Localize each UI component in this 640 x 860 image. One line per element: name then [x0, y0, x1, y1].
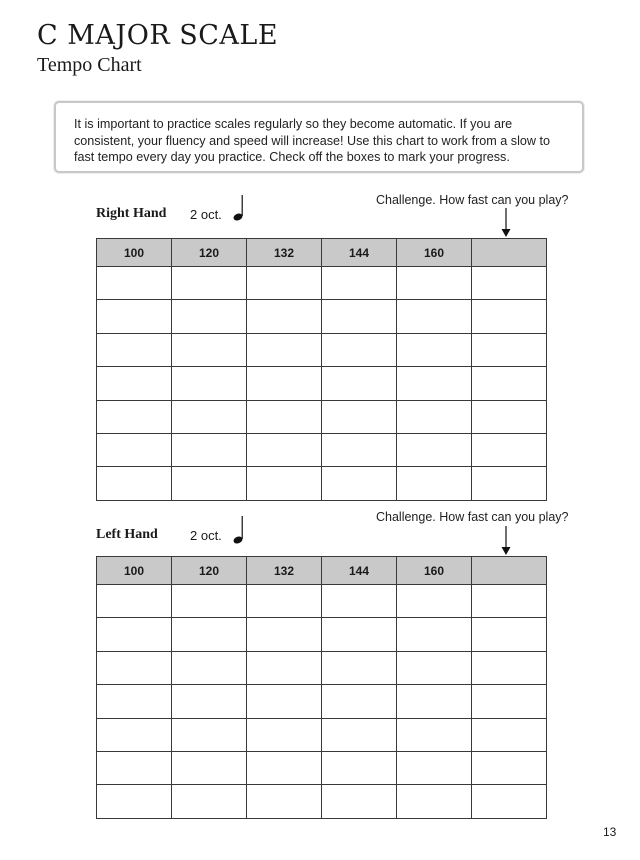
checkbox-cell[interactable]: [97, 300, 172, 333]
checkbox-cell[interactable]: [247, 718, 322, 751]
checkbox-cell[interactable]: [397, 267, 472, 300]
table-row: [97, 718, 547, 751]
checkbox-cell[interactable]: [397, 300, 472, 333]
right-hand-challenge-text: Challenge. How fast can you play?: [376, 193, 569, 207]
checkbox-cell[interactable]: [172, 267, 247, 300]
checkbox-cell[interactable]: [322, 267, 397, 300]
checkbox-cell[interactable]: [322, 300, 397, 333]
checkbox-cell[interactable]: [172, 367, 247, 400]
checkbox-cell[interactable]: [322, 785, 397, 818]
checkbox-cell[interactable]: [397, 333, 472, 366]
checkbox-cell[interactable]: [322, 651, 397, 684]
left-hand-label: Left Hand: [96, 527, 158, 542]
checkbox-cell[interactable]: [247, 651, 322, 684]
checkbox-cell[interactable]: [472, 367, 547, 400]
tempo-header-cell: 144: [322, 557, 397, 585]
checkbox-cell[interactable]: [397, 400, 472, 433]
checkbox-cell[interactable]: [322, 433, 397, 466]
checkbox-cell[interactable]: [172, 651, 247, 684]
instructions-text: It is important to practice scales regularly so they become automatic. If you are consistent, your fluency and speed will increase! Use this chart to work from a slow to fast tempo every day you practice. Check off the boxes to mark your progress.: [74, 117, 550, 164]
checkbox-cell[interactable]: [397, 585, 472, 618]
checkbox-cell[interactable]: [172, 467, 247, 500]
table-row: [97, 433, 547, 466]
table-row: [97, 585, 547, 618]
checkbox-cell[interactable]: [322, 685, 397, 718]
table-row: [97, 333, 547, 366]
tempo-header-cell: 100: [97, 239, 172, 267]
table-row: [97, 651, 547, 684]
table-row: [97, 685, 547, 718]
checkbox-cell[interactable]: [247, 400, 322, 433]
checkbox-cell[interactable]: [247, 785, 322, 818]
tempo-header-cell: 144: [322, 239, 397, 267]
checkbox-cell[interactable]: [97, 585, 172, 618]
table-header-row: [97, 557, 547, 585]
checkbox-cell[interactable]: [472, 651, 547, 684]
checkbox-cell[interactable]: [472, 433, 547, 466]
left-hand-octaves: 2 oct.: [190, 528, 222, 543]
checkbox-cell[interactable]: [472, 467, 547, 500]
checkbox-cell[interactable]: [97, 367, 172, 400]
checkbox-cell[interactable]: [247, 685, 322, 718]
table-header-row: [97, 239, 547, 267]
checkbox-cell[interactable]: [397, 433, 472, 466]
checkbox-cell[interactable]: [247, 433, 322, 466]
checkbox-cell[interactable]: [247, 751, 322, 784]
checkbox-cell[interactable]: [172, 300, 247, 333]
checkbox-cell[interactable]: [472, 751, 547, 784]
checkbox-cell[interactable]: [322, 618, 397, 651]
checkbox-cell[interactable]: [472, 718, 547, 751]
checkbox-cell[interactable]: [97, 333, 172, 366]
table-row: [97, 400, 547, 433]
checkbox-cell[interactable]: [472, 585, 547, 618]
page-number: 13: [603, 825, 617, 839]
checkbox-cell[interactable]: [97, 400, 172, 433]
checkbox-cell[interactable]: [397, 651, 472, 684]
checkbox-cell[interactable]: [472, 300, 547, 333]
table-row: [97, 618, 547, 651]
checkbox-cell[interactable]: [172, 718, 247, 751]
checkbox-cell[interactable]: [97, 267, 172, 300]
checkbox-cell[interactable]: [97, 785, 172, 818]
checkbox-cell[interactable]: [97, 718, 172, 751]
checkbox-cell[interactable]: [97, 467, 172, 500]
checkbox-cell[interactable]: [397, 467, 472, 500]
checkbox-cell[interactable]: [172, 785, 247, 818]
checkbox-cell[interactable]: [472, 400, 547, 433]
tempo-header-cell: 132: [247, 557, 322, 585]
right-hand-label: Right Hand: [96, 206, 167, 221]
right-hand-tempo-table: [96, 238, 547, 501]
quarter-note-icon: [231, 194, 247, 222]
tempo-header-cell: [472, 557, 547, 585]
tempo-header-cell: 160: [397, 239, 472, 267]
checkbox-cell[interactable]: [97, 433, 172, 466]
checkbox-cell[interactable]: [97, 685, 172, 718]
tempo-header-cell: 120: [172, 239, 247, 267]
page-subtitle: Tempo Chart: [37, 54, 142, 76]
table-row: [97, 785, 547, 818]
left-hand-challenge-text: Challenge. How fast can you play?: [376, 510, 569, 524]
checkbox-cell[interactable]: [97, 618, 172, 651]
checkbox-cell[interactable]: [322, 751, 397, 784]
checkbox-cell[interactable]: [397, 718, 472, 751]
right-hand-octaves: 2 oct.: [190, 207, 222, 222]
checkbox-cell[interactable]: [172, 751, 247, 784]
quarter-note-icon: [231, 515, 247, 545]
checkbox-cell[interactable]: [397, 785, 472, 818]
tempo-header-cell: 120: [172, 557, 247, 585]
checkbox-cell[interactable]: [172, 618, 247, 651]
page-title: C MAJOR SCALE: [37, 20, 279, 51]
checkbox-cell[interactable]: [472, 785, 547, 818]
checkbox-cell[interactable]: [247, 267, 322, 300]
checkbox-cell[interactable]: [247, 300, 322, 333]
checkbox-cell[interactable]: [247, 585, 322, 618]
checkbox-cell[interactable]: [172, 333, 247, 366]
checkbox-cell[interactable]: [472, 618, 547, 651]
checkbox-cell[interactable]: [172, 585, 247, 618]
checkbox-cell[interactable]: [172, 400, 247, 433]
table-row: [97, 751, 547, 784]
checkbox-cell[interactable]: [247, 467, 322, 500]
tempo-header-cell: 100: [97, 557, 172, 585]
checkbox-cell[interactable]: [472, 333, 547, 366]
tempo-header-cell: [472, 239, 547, 267]
instructions-box: [54, 101, 584, 173]
tempo-header-cell: 160: [397, 557, 472, 585]
checkbox-cell[interactable]: [322, 333, 397, 366]
checkbox-cell[interactable]: [322, 400, 397, 433]
down-arrow-icon: [500, 208, 512, 238]
left-hand-tempo-table: [96, 556, 547, 819]
checkbox-cell[interactable]: [397, 367, 472, 400]
checkbox-cell[interactable]: [172, 685, 247, 718]
checkbox-cell[interactable]: [247, 333, 322, 366]
checkbox-cell[interactable]: [97, 651, 172, 684]
tempo-header-cell: 132: [247, 239, 322, 267]
checkbox-cell[interactable]: [472, 685, 547, 718]
checkbox-cell[interactable]: [322, 467, 397, 500]
table-row: [97, 467, 547, 500]
checkbox-cell[interactable]: [322, 585, 397, 618]
table-row: [97, 267, 547, 300]
checkbox-cell[interactable]: [472, 267, 547, 300]
checkbox-cell[interactable]: [397, 751, 472, 784]
checkbox-cell[interactable]: [397, 618, 472, 651]
checkbox-cell[interactable]: [97, 751, 172, 784]
checkbox-cell[interactable]: [397, 685, 472, 718]
checkbox-cell[interactable]: [172, 433, 247, 466]
checkbox-cell[interactable]: [247, 618, 322, 651]
checkbox-cell[interactable]: [247, 367, 322, 400]
table-row: [97, 300, 547, 333]
down-arrow-icon: [500, 526, 512, 556]
checkbox-cell[interactable]: [322, 367, 397, 400]
table-row: [97, 367, 547, 400]
checkbox-cell[interactable]: [322, 718, 397, 751]
